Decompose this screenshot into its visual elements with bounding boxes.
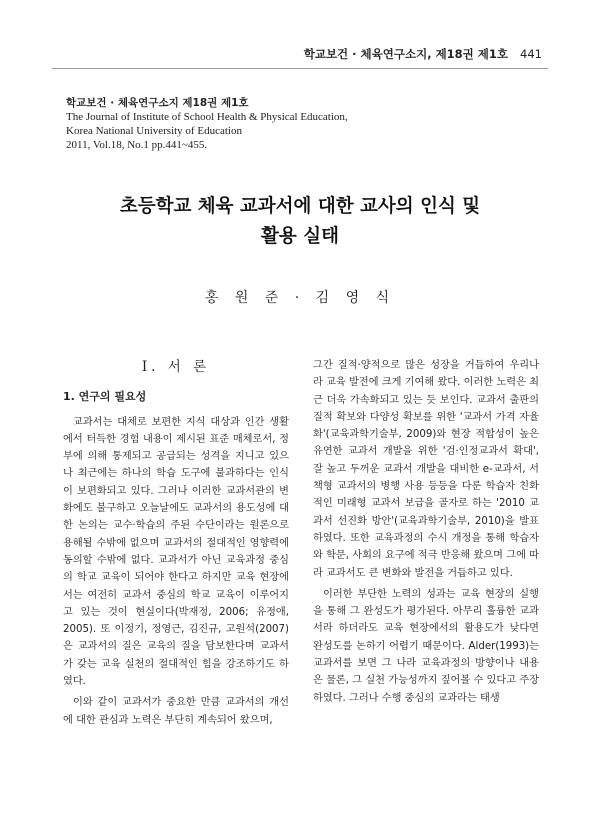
left-column	[63, 357, 289, 729]
paper-title	[60, 192, 540, 252]
right-column	[313, 357, 539, 707]
journal-english-line2: Korea National University of Education	[66, 125, 242, 137]
page-number: 441	[520, 47, 542, 61]
journal-english-line1: The Journal of Institute of School Health & Physical Education,	[66, 111, 348, 123]
journal-korean: 학교보건 · 체육연구소지 제18권 제1호	[66, 97, 249, 109]
subsection-heading: 1. 연구의 필요성	[63, 390, 147, 404]
journal-info	[66, 96, 348, 152]
running-header	[304, 46, 542, 62]
section-heading: Ⅰ. 서 론	[141, 359, 211, 375]
body-paragraph: 그간 질적·양적으로 많은 성장을 거듭하여 우리나라 교육 발전에 크게 기여해 왔다. 이러한 노력은 최근 더욱 가속화되고 있는 듯 보인다. 교과서 출판의 질적 확보와 다양성 확보를 위한 '교과서 가격 자율화'(교육과학기술부, 2009)와 현장 적합성이 높은 유연한 교과서 개발을 위한 '검·인정교과서 확대', 잘 높고 두꺼운 교과서 개발을 대비한 e-교과서, 서책형 교과서의 병행 사용 등등을 다룬 학습자 친화적인 미래형 교과서 보급을 골자로 하는 '2010 교과서 선진화 방안'(교육과학기술부, 2010)을 발표하였다. 또한 교육과정의 수시 개정을 통해 학습자와 학문, 사회의 요구에 적극 반응해 왔으며 그에 따라 교과서도 큰 변화와 발전을 거듭하고 있다.	[313, 360, 539, 579]
title-line-2: 활용 실태	[261, 226, 339, 247]
running-header-journal: 학교보건 · 체육연구소지, 제18권 제1호	[303, 47, 509, 61]
title-line-1: 초등학교 체육 교과서에 대한 교사의 인식 및	[119, 196, 481, 217]
header-rule	[52, 68, 548, 69]
body-paragraph: 이러한 부단한 노력의 성과는 교육 현장의 실행을 통해 그 완성도가 평가된다. 아무리 훌륭한 교과서라 하더라도 교육 현장에서의 활용도가 낮다면 완성도를 논하기 어렵기 때문이다. Alder(1993)는 교과서를 보면 그 나라 교육과정의 방향이나 내용은 물론, 그 실천 가능성까지 짚어볼 수 있다고 주장하였다. 그러나 수행 중심의 교과라는 태생	[313, 588, 539, 704]
body-paragraph: 이와 같이 교과서가 중요한 만큼 교과서의 개선에 대한 관심과 노력은 부단히 계속되어 왔으며,	[63, 697, 289, 726]
body-paragraph: 교과서는 대체로 보편한 지식 대상과 인간 생활에서 터득한 경험 내용이 제시된 표준 매체로서, 정부에 의해 통제되고 공급되는 성격을 지니고 있으나 최근에는 하나의 학습 도구에 불과하다는 인식이 보편화되고 있다. 그러나 이러한 교과서관의 변화에도 불구하고 오늘날에도 교과서의 용도성에 대한 논의는 교수·학습의 주된 수단이라는 원론으로 용해될 수밖에 없으며 교과서의 절대적인 영향력에 동의할 수밖에 없다. 교과서가 아닌 교육과정 중심의 학교 교육이 되어야 한다고 하지만 교육 현장에서는 여전히 교과서 중심의 학교 교육이 이루어지고 있는 것이 현실이다(박재정, 2006; 유정애, 2005). 또 이정기, 정영근, 김진규, 고원석(2007)은 교과서의 질은 교육의 질을 담보한다며 교과서가 갖는 교육 실천의 절대적인 힘을 강조하기도 하였다.	[63, 416, 289, 688]
authors: 홍 원 준 · 김 영 식	[204, 290, 396, 306]
journal-citation: 2011, Vol.18, No.1 pp.441~455.	[66, 139, 208, 151]
